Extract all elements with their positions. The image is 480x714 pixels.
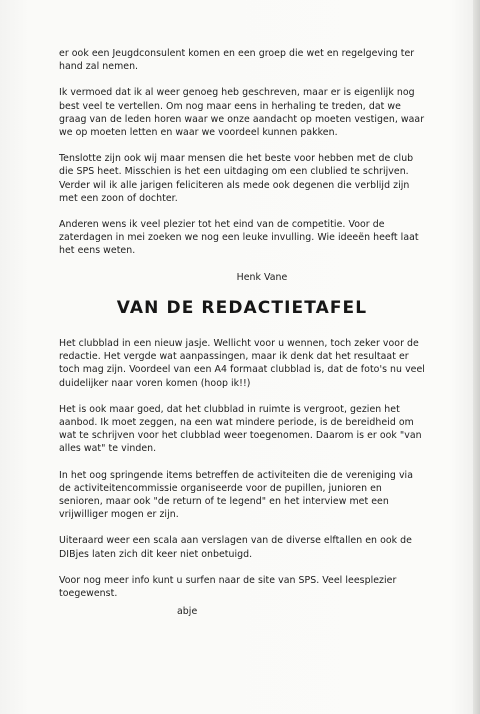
page-content xyxy=(59,47,425,619)
page-edge-shadow xyxy=(473,0,480,714)
paragraph: Uiteraard weer een scala aan verslagen van de diverse elftallen en ook de DIBjes laten zich dit keer niet onbetuigd. xyxy=(59,535,412,560)
paragraph: Het is ook maar goed, dat het clubblad in ruimte is vergroot, gezien het aanbod. Ik moet zeggen, na een wat mindere periode, is de bereidheid om wat te schrijven voor het clubblad weer toegenomen. Daarom is er ook "van alles wat" te vinden. xyxy=(59,403,422,455)
paragraph: In het oog springende items betreffen de activiteiten die de vereniging via de activiteitencommissie organiseerde voor de pupillen, junioren en senioren, maar ook "de return of te legend" en het interview met een vrijwilliger mogen er zijn. xyxy=(59,469,413,521)
paragraph: Anderen wens ik veel plezier tot het eind van de competitie. Voor de zaterdagen in mei zoeken we nog een leuke invulling. Wie ideeën heeft laat het eens weten. xyxy=(59,219,419,257)
paragraph: Het clubblad in een nieuw jasje. Wellicht voor u wennen, toch zeker voor de redactie. Het vergde wat aanpassingen, maar ik denk dat het resultaat er toch mag zijn. Voordeel van een A4 formaat clubblad is, dat de foto's nu veel duidelijker naar voren komen (hoop ik!!) xyxy=(59,338,425,389)
paragraph: Voor nog meer info kunt u surfen naar de site van SPS. Veel leesplezier toegewenst. xyxy=(59,574,397,600)
paragraph: er ook een Jeugdconsulent komen en een groep die wet en regelgeving ter hand zal nemen. xyxy=(59,48,415,73)
paragraph: Ik vermoed dat ik al weer genoeg heb geschreven, maar er is eigenlijk nog best veel te vertellen. Om nog maar eens in herhaling te treden, dat we graag van de leden horen waar we onze aandacht op moeten vestigen, waar we op moeten letten en waar we voordeel kunnen pakken. xyxy=(59,87,425,139)
section-heading: VAN DE REDACTIETAFEL xyxy=(116,297,368,318)
signature-abje: abje xyxy=(177,606,198,618)
paragraph: Tenslotte zijn ook wij maar mensen die het beste voor hebben met de club die SPS heet. Misschien is het een uitdaging om een clublied te schrijven. Verder wil ik alle jarigen feliciteren als mede ook degenen die verblijd zijn met een zoon of dochter. xyxy=(59,153,414,204)
signature-henk: Henk Vane xyxy=(236,271,288,283)
